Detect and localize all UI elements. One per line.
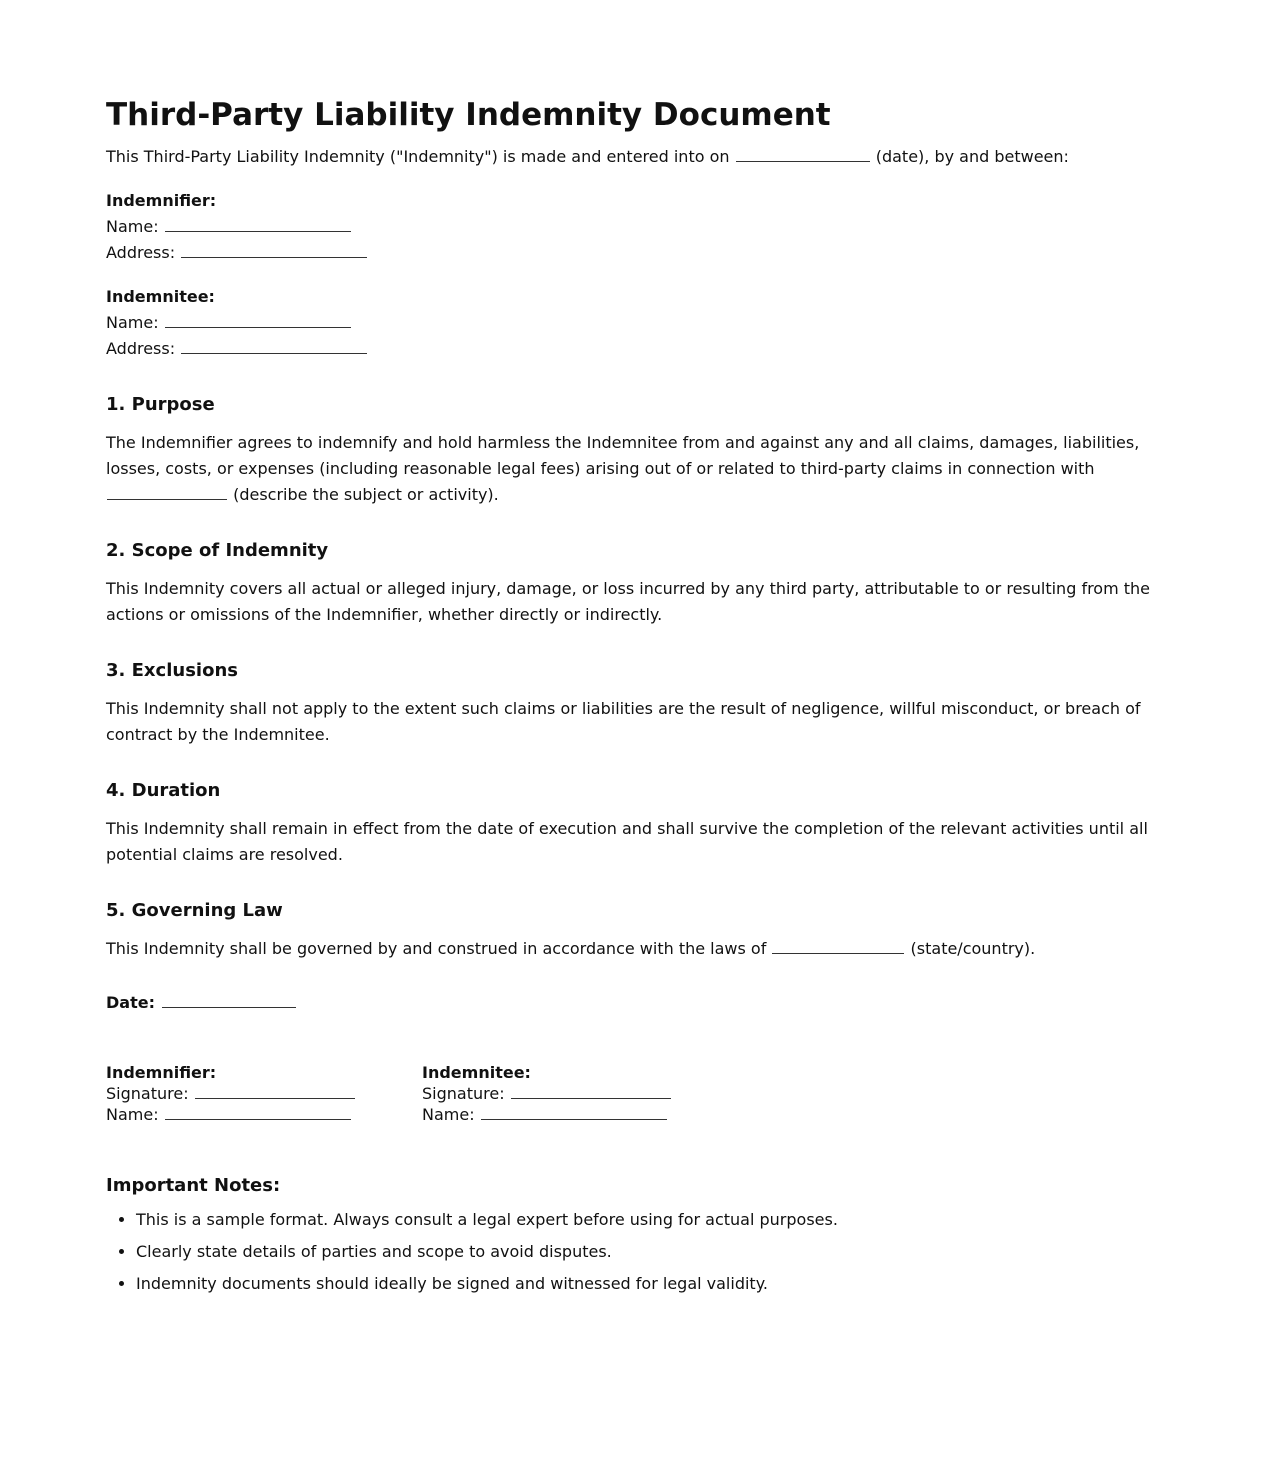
indemnitee-signature-heading: Indemnitee: (422, 1063, 531, 1082)
section-heading-exclusions: 3. Exclusions (106, 660, 238, 681)
note-item: • Indemnity documents should ideally be signed and witnessed for legal validity. (136, 1271, 1158, 1297)
indemnifier-name-line (106, 214, 1158, 240)
indemnitee-name-blank (165, 312, 351, 328)
indemnitee-name-line (106, 310, 1158, 336)
purpose-text-before: The Indemnifier agrees to indemnify and hold harmless the Indemnitee from and against any and all claims, damages, liabilities, losses, costs, or expenses (including reasonable legal fees) arising out of or related to third-party claims in connection with (106, 433, 1140, 478)
indemnitee-signature-line (422, 1083, 738, 1104)
indemnitee-signature-label: Signature: (422, 1084, 505, 1103)
indemnifier-address-label: Address: (106, 243, 176, 262)
intro-paragraph (106, 144, 1158, 170)
indemnitee-signature-name-line (422, 1104, 738, 1125)
notes-list (106, 1207, 1158, 1297)
section-text-law (106, 936, 1158, 962)
notes-title: Important Notes: (106, 1175, 281, 1196)
intro-text-before: This Third-Party Liability Indemnity ("Indemnity") is made and entered into on (106, 147, 730, 166)
intro-text-after: (date), by and between: (875, 147, 1069, 166)
section-text-exclusions: This Indemnity shall not apply to the extent such claims or liabilities are the result of negligence, willful misconduct, or breach of contract by the Indemnitee. (106, 699, 1141, 744)
indemnitee-address-label: Address: (106, 339, 176, 358)
section-heading-purpose: 1. Purpose (106, 394, 215, 415)
indemnifier-signature-heading: Indemnifier: (106, 1063, 217, 1082)
date-blank (736, 146, 870, 162)
indemnitee-signature-name-blank (481, 1104, 667, 1120)
indemnifier-label: Indemnifier: (106, 191, 217, 210)
section-text-scope: This Indemnity covers all actual or alleged injury, damage, or loss incurred by any third party, attributable to or resulting from the actions or omissions of the Indemnifier, whether directly or indirectly. (106, 579, 1151, 624)
indemnifier-signature-column (106, 1062, 422, 1125)
subject-blank (107, 484, 227, 500)
indemnifier-signature-line (106, 1083, 422, 1104)
indemnifier-name-blank (165, 216, 351, 232)
indemnitee-name-label: Name: (106, 313, 159, 332)
section-text-duration: This Indemnity shall remain in effect from the date of execution and shall survive the completion of the relevant activities until all potential claims are resolved. (106, 819, 1148, 864)
indemnifier-address-line (106, 240, 1158, 266)
section-heading-duration: 4. Duration (106, 780, 221, 801)
date-line (106, 990, 1158, 1016)
law-text-after: (state/country). (910, 939, 1036, 958)
note-item: • Clearly state details of parties and scope to avoid disputes. (136, 1239, 1158, 1265)
section-heading-scope: 2. Scope of Indemnity (106, 540, 329, 561)
indemnitee-party-block (106, 284, 1158, 362)
document-title: Third-Party Liability Indemnity Document (106, 97, 831, 133)
notes-viewport (106, 1207, 1158, 1293)
date-label: Date: (106, 993, 155, 1012)
indemnitee-label: Indemnitee: (106, 287, 215, 306)
signature-block (106, 1062, 1158, 1125)
indemnitee-signature-blank (511, 1083, 671, 1099)
indemnifier-signature-name-line (106, 1104, 422, 1125)
document-page (106, 92, 1158, 1293)
indemnitee-signature-column (422, 1062, 738, 1125)
purpose-text-after: (describe the subject or activity). (233, 485, 499, 504)
indemnifier-signature-name-label: Name: (106, 1105, 159, 1124)
indemnitee-address-blank (181, 338, 367, 354)
section-heading-law: 5. Governing Law (106, 900, 283, 921)
execution-date-blank (162, 992, 296, 1008)
section-text-purpose (106, 430, 1158, 508)
indemnitee-signature-name-label: Name: (422, 1105, 475, 1124)
law-text-before: This Indemnity shall be governed by and construed in accordance with the laws of (106, 939, 767, 958)
indemnifier-signature-blank (195, 1083, 355, 1099)
indemnifier-signature-label: Signature: (106, 1084, 189, 1103)
indemnifier-name-label: Name: (106, 217, 159, 236)
indemnifier-address-blank (181, 242, 367, 258)
indemnifier-party-block (106, 188, 1158, 266)
jurisdiction-blank (772, 938, 904, 954)
note-item: • This is a sample format. Always consult a legal expert before using for actual purposes. (136, 1207, 1158, 1233)
indemnitee-address-line (106, 336, 1158, 362)
indemnifier-signature-name-blank (165, 1104, 351, 1120)
